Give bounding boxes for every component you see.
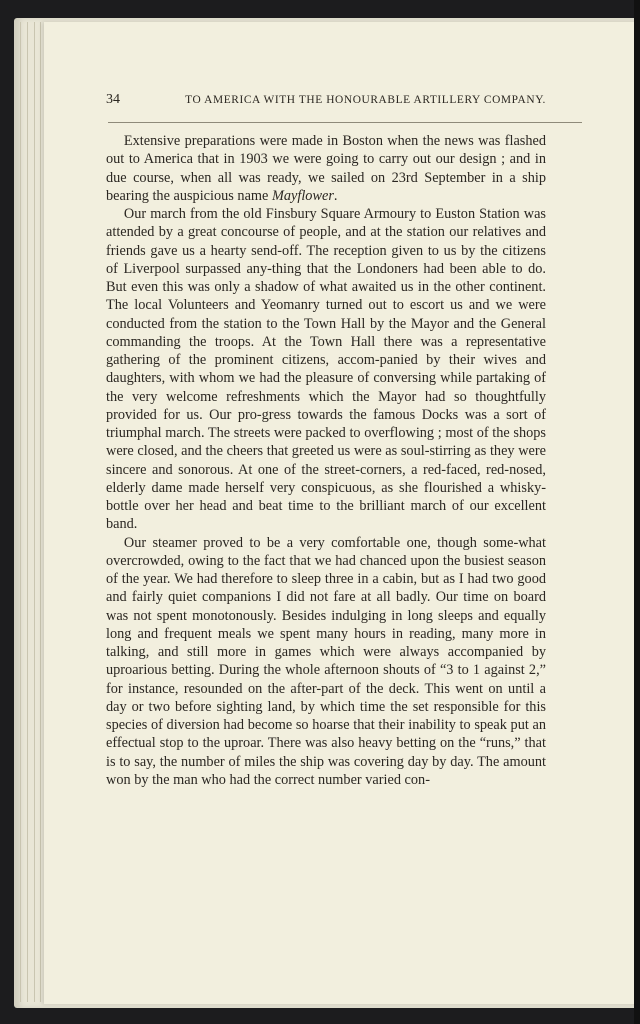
running-head	[106, 92, 546, 108]
page-edge-line	[27, 22, 28, 1002]
paragraph: Our steamer proved to be a very comfortable one, though some-what overcrowded, owing to the fact that we had chanced upon the busiest season of the year. We had therefore to sleep three in a cabin, but as I had two good and fairly quiet companions I did not fare at all badly. Our time on board was not spent monotonously. Besides indulging in long sleeps and equally long and frequent meals we spent many hours in reading, many more in talking, and still more in games which were always accompanied by uproarious betting. During the whole afternoon shouts of “3 to 1 against 2,” for instance, resounded on the after-part of the deck. This went on until a day or two before sighting land, by which time the set responsible for this species of diversion had become so hoarse that their inability to speak put an effectual stop to the uproar. There was also heavy betting on the “runs,” that is to say, the number of miles the ship was covering day by day. The amount won by the man who had the correct number varied con-	[106, 534, 546, 788]
running-head-title: TO AMERICA WITH THE HONOURABLE ARTILLERY COMPANY.	[185, 94, 546, 106]
paragraph: Our march from the old Finsbury Square Armoury to Euston Station was attended by a great concourse of people, and at the station our relatives and friends gave us a hearty send-off. The reception given to us by the citizens of Liverpool surpassed any-thing that the Londoners had been able to do. But even this was only a shadow of what awaited us in the other continent. The local Volunteers and Yeomanry turned out to escort us and we were conducted from the station to the Town Hall by the Mayor and the General commanding the troops. At the Town Hall there was a representative gathering of the prominent citizens, accom-panied by their wives and daughters, with whom we had the pleasure of conversing while partaking of the very welcome refreshments which the Mayor had so thoughtfully provided for us. Our pro-gress towards the famous Docks was a sort of triumphal march. The streets were packed to overflowing ; most of the shops were closed, and the cheers that greeted us were as soul-stirring as they were sincere and sonorous. At one of the street-corners, a red-faced, red-nosed, elderly dame made herself very conspicuous, as she flourished a whisky-bottle over her head and beat time to the brilliant march of our excellent band.	[106, 206, 546, 533]
page-edge-line	[34, 22, 35, 1002]
ship-name: Mayflower	[271, 187, 334, 204]
paragraph-text: Extensive preparations were made in Boston when the news was flashed out to America that in 1903 we were going to carry out our design ; and in due course, when all was ready, we sailed on 23rd September in a ship bearing the auspicious name	[106, 133, 546, 204]
binding-shadow	[634, 0, 640, 1024]
body-text	[106, 132, 546, 789]
header-rule	[108, 122, 582, 123]
paragraph	[106, 132, 546, 205]
paragraph-text: .	[333, 187, 338, 204]
page-edge-line	[40, 22, 41, 1002]
page-number: 34	[106, 92, 120, 107]
page-edge-line	[20, 22, 21, 1002]
